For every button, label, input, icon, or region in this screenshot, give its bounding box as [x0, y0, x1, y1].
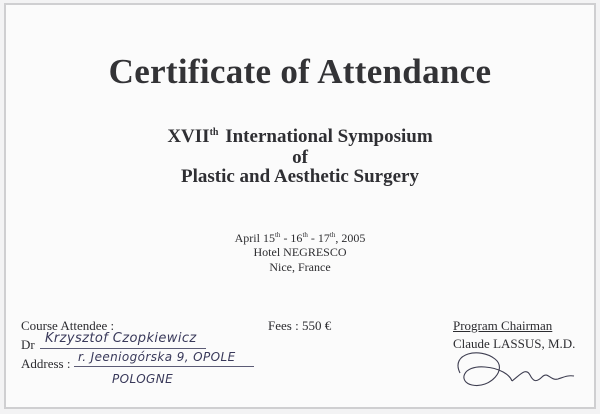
- attendee-title-label: Dr: [21, 337, 35, 352]
- address-line-2: POLOGNE: [112, 372, 174, 386]
- address-label: Address :: [21, 356, 71, 371]
- date-suffix-3: th: [329, 231, 336, 239]
- symposium-line-2: of: [292, 147, 308, 168]
- event-city: Nice, France: [269, 260, 331, 274]
- date-suffix-1: th: [274, 231, 281, 239]
- attendee-name: Krzysztof Czopkiewicz: [45, 331, 197, 346]
- program-chairman-label: Program Chairman: [453, 318, 553, 333]
- course-attendee-label: Course Attendee :: [21, 318, 115, 333]
- date-end: - 17: [307, 231, 330, 245]
- address-line-1: r. Jeeniogórska 9, OPOLE: [78, 350, 236, 364]
- address-underline: [74, 366, 254, 367]
- event-venue: Hotel NEGRESCO: [253, 245, 347, 259]
- symposium-line-3: Plastic and Aesthetic Surgery: [180, 166, 419, 187]
- symposium-name: International Symposium: [225, 126, 433, 147]
- event-date: [0, 231, 600, 246]
- certificate-title: Certificate of Attendance: [108, 52, 492, 91]
- date-suffix-2: th: [302, 231, 308, 239]
- date-start: April 15: [234, 231, 275, 245]
- chairman-signature: [440, 345, 580, 395]
- name-underline: [40, 348, 206, 349]
- date-mid: - 16: [280, 231, 303, 245]
- symposium-ordinal-suffix: th: [209, 127, 219, 138]
- symposium-line-1: [0, 126, 600, 148]
- chairman-name: Claude LASSUS, M.D.: [453, 336, 576, 351]
- date-year: , 2005: [335, 231, 366, 245]
- symposium-ordinal: XVII: [167, 126, 210, 147]
- fees-label: Fees : 550 €: [268, 318, 332, 333]
